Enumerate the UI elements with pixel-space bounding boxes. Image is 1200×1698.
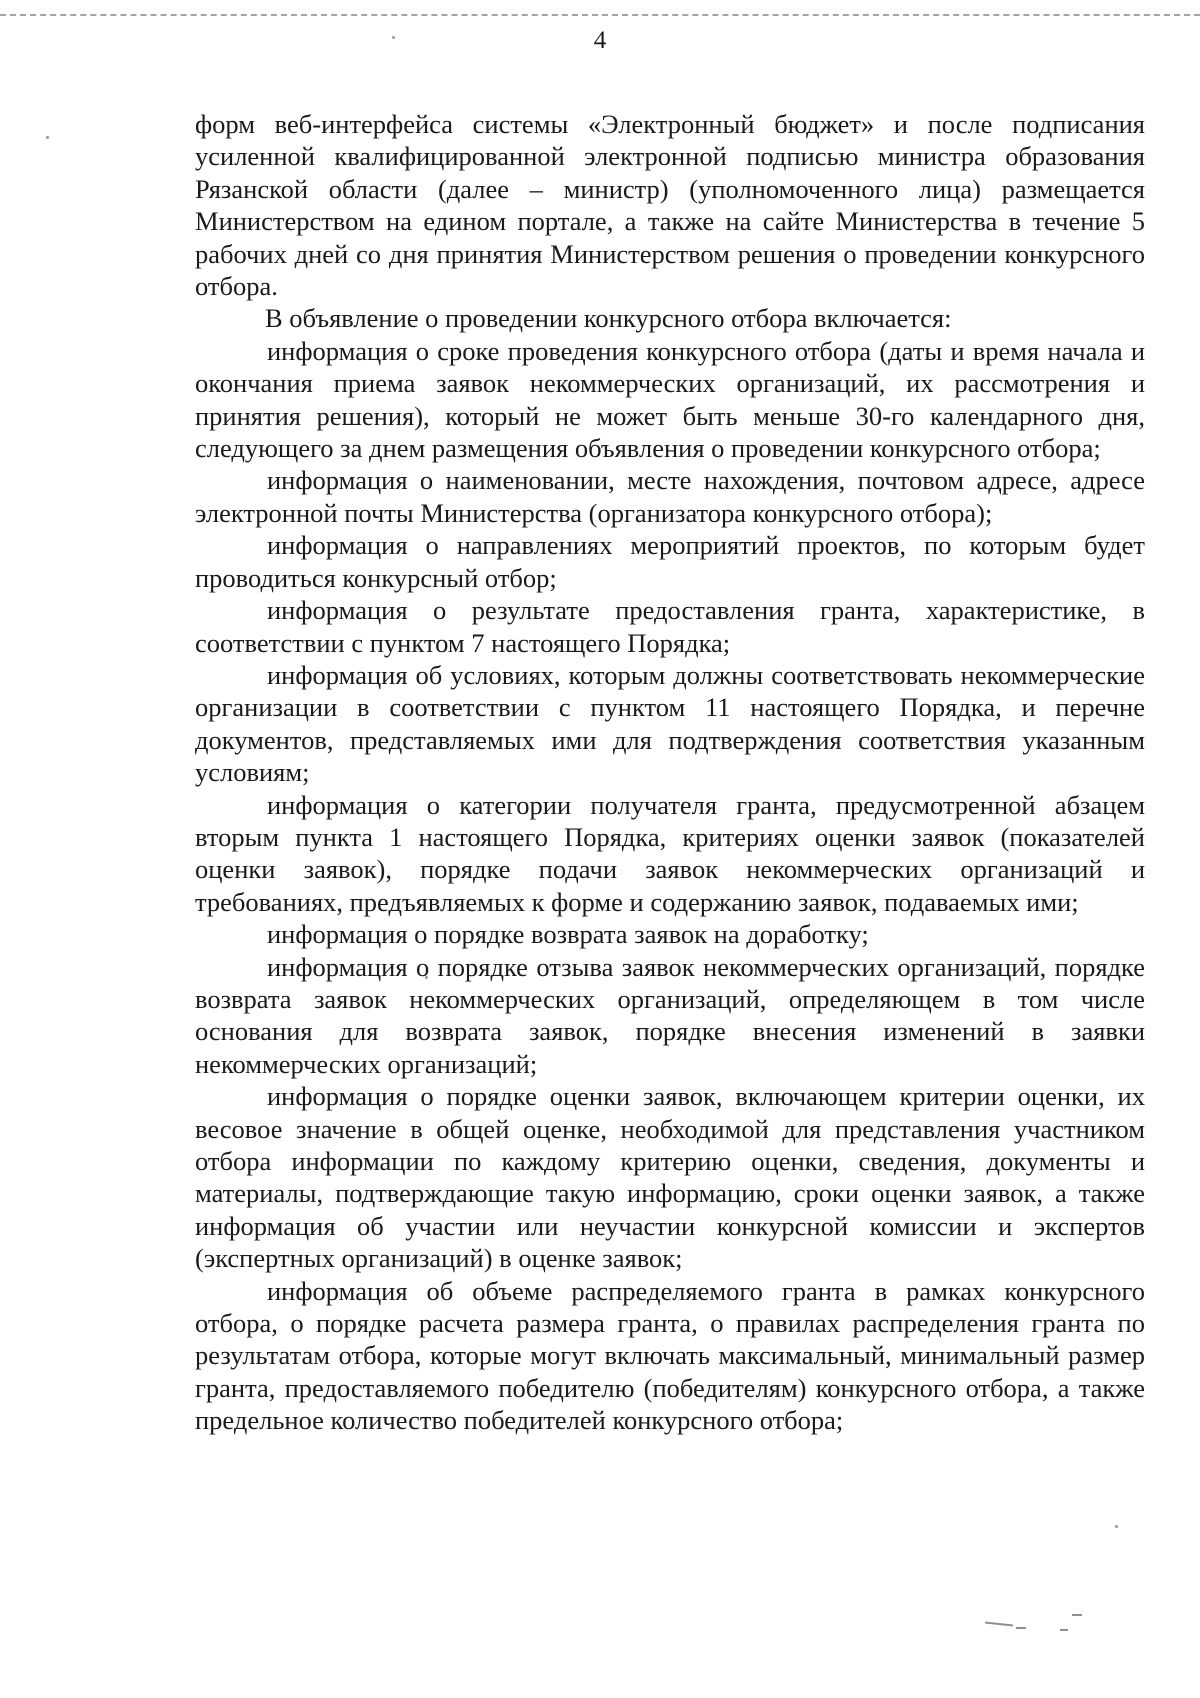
- page-number: 4: [593, 27, 607, 54]
- document-body: [195, 108, 1145, 1437]
- paragraph-evaluation-order: информация о порядке оценки заявок, включающем критерии оценки, их весовое значение в общей оценке, необходимой для представления участником отбора информации по каждому критерию оценки, сведения, документы и материалы, подтверждающие такую информацию, сроки оценки заявок, а также информация об участии или неучастии конкурсной комиссии и экспертов (экспертных организаций) в оценке заявок;: [195, 1081, 1145, 1274]
- paragraph-deadline-info: информация о сроке проведения конкурсного отбора (даты и время начала и окончания приема заявок некоммерческих организаций, их рассмотрения и принятия решения), который не может быть меньше 30-го календарного дня, следующего за днем размещения объявления о проведении конкурсного отбора;: [195, 335, 1145, 464]
- scan-mark: [1016, 1627, 1026, 1629]
- paragraph-ministry-address: информация о наименовании, месте нахождения, почтовом адресе, адресе электронной почты Министерства (организатора конкурсного отбора);: [195, 465, 1145, 528]
- paragraph-announcement-intro: В объявление о проведении конкурсного отбора включается:: [265, 303, 952, 334]
- scan-mark: [985, 1622, 1013, 1627]
- paragraph-grant-volume: информация об объеме распределяемого гранта в рамках конкурсного отбора, о порядке расчета размера гранта, о правилах распределения гранта по результатам отбора, которые могут включать максимальный, минимальный размер гранта, предоставляемого победителю (победителям) конкурсного отбора, а также предельное количество победителей конкурсного отбора;: [195, 1275, 1145, 1436]
- paragraph-continuation: форм веб-интерфейса системы «Электронный бюджет» и после подписания усиленной квалифицированной электронной подписью министра образования Рязанской области (далее – министр) (уполномоченного лица) размещается Министерством на едином портале, а также на сайте Министерства в течение 5 рабочих дней со дня принятия Министерством решения о проведении конкурсного отбора.: [195, 109, 1145, 302]
- paragraph-conditions: информация об условиях, которым должны соответствовать некоммерческие организации в соответствии с пунктом 11 настоящего Порядка, и перечне документов, представляемых ими для подтверждения соответствия указанным условиям;: [195, 659, 1145, 788]
- paragraph-recipient-category: информация о категории получателя гранта, предусмотренной абзацем вторым пункта 1 настоящего Порядка, критериях оценки заявок (показателей оценки заявок), порядке подачи заявок некоммерческих организаций и требованиях, предъявляемых к форме и содержанию заявок, подаваемых ими;: [195, 789, 1145, 917]
- paragraph-project-directions: информация о направлениях мероприятий проектов, по которым будет проводиться конкурсный отбор;: [195, 530, 1145, 593]
- paragraph-return-for-revision: информация о порядке возврата заявок на доработку;: [267, 919, 869, 950]
- paragraph-grant-result: информация о результате предоставления гранта, характеристике, в соответствии с пунктом 7 настоящего Порядка;: [195, 595, 1145, 658]
- scan-mark: [1060, 1629, 1068, 1631]
- scan-top-edge: [0, 14, 1200, 16]
- scan-speck: [1115, 1525, 1118, 1528]
- paragraph-withdrawal-order: информация о порядке отзыва заявок некоммерческих организаций, порядке возврата заявок некоммерческих организаций, определяющем в том числе основания для возврата заявок, порядке внесения изменений в заявки некоммерческих организаций;: [195, 951, 1145, 1079]
- scan-mark: [1072, 1614, 1082, 1616]
- scan-speck: [46, 136, 49, 139]
